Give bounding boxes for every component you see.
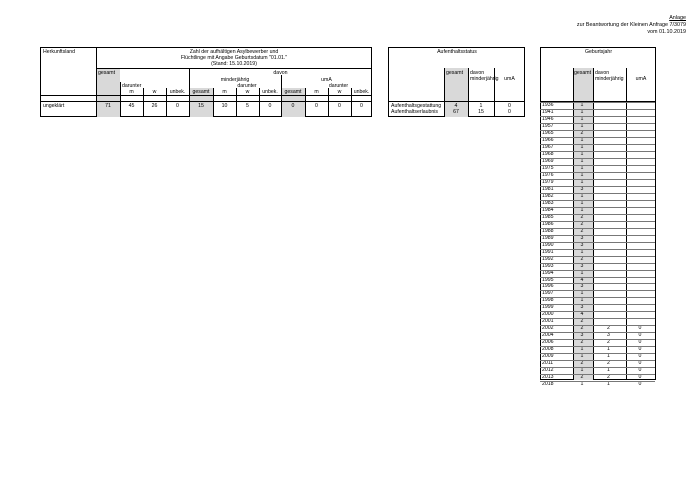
minors-total-header: gesamt — [192, 89, 210, 95]
minors-unknown-header: unbek. — [262, 89, 278, 95]
birth-year-cell: 1994 — [542, 269, 554, 276]
female-header: w — [152, 89, 157, 95]
uma-male-header: m — [314, 89, 319, 95]
birth-year-cell: 1946 — [542, 115, 554, 122]
value-female: 26 — [151, 103, 158, 109]
birth-minors-cell: 2 — [607, 360, 610, 367]
birth-year-row — [540, 304, 655, 311]
birth-year-row — [540, 256, 655, 263]
birth-total-cell: 1 — [580, 157, 584, 164]
birth-year-row — [540, 221, 655, 228]
birth-total-cell: 2 — [580, 339, 584, 346]
minors-male-header: m — [222, 89, 227, 95]
birth-total-header: gesamt — [574, 70, 592, 76]
birth-total-cell: 2 — [580, 374, 584, 381]
residence-total-header: gesamt — [446, 70, 464, 76]
birth-uma-cell: 0 — [638, 374, 642, 381]
birth-year-row — [540, 277, 655, 284]
birth-year-cell: 1966 — [542, 136, 554, 143]
birth-year-row — [540, 102, 655, 109]
birth-year-cell: 2004 — [542, 332, 554, 339]
document-header — [577, 15, 686, 36]
birth-year-row — [540, 332, 655, 339]
birth-total-cell: 1 — [580, 248, 584, 255]
birth-year-row — [540, 123, 655, 130]
birth-total-cell: 1 — [580, 102, 584, 108]
birth-minors-header: minderjährig — [595, 76, 624, 82]
birth-year-row — [540, 193, 655, 200]
birth-year-row — [540, 270, 655, 277]
birth-year-row — [540, 109, 655, 116]
birth-year-row — [540, 249, 655, 256]
birth-year-row — [540, 130, 655, 137]
birth-year-title: Geburtsjahr — [584, 49, 613, 55]
birth-year-row — [540, 235, 655, 242]
birth-total-cell: 1 — [580, 171, 584, 178]
birth-total-cell: 1 — [580, 269, 584, 276]
birth-uma-cell: 0 — [638, 353, 642, 360]
uma-total-header: gesamt — [284, 89, 302, 95]
birth-minors-cell: 2 — [607, 339, 610, 346]
birth-year-row — [540, 290, 655, 297]
birth-year-row — [540, 263, 655, 270]
birth-total-cell: 3 — [580, 234, 584, 241]
birth-total-cell: 1 — [580, 192, 584, 199]
status-row-uma: 0 — [508, 109, 511, 115]
birth-year-cell: 1984 — [542, 206, 554, 213]
birth-minors-cell: 1 — [607, 346, 610, 353]
table1-title: Zahl der aufhältigen Asylbewerber und Flüchtlinge mit Angabe Geburtsdatum "01.01." (Stand: 15.10.2019) — [180, 49, 288, 67]
birth-total-cell: 1 — [580, 178, 584, 185]
birth-year-row — [540, 360, 655, 367]
birth-year-row — [540, 353, 655, 360]
birth-total-cell: 3 — [580, 283, 584, 290]
birth-year-cell: 1992 — [542, 255, 554, 262]
birth-year-cell: 1968 — [542, 150, 554, 157]
birth-total-cell: 1 — [580, 381, 584, 388]
birth-year-cell: 1982 — [542, 192, 554, 199]
birth-year-cell: 1979 — [542, 178, 554, 185]
birth-year-row — [540, 339, 655, 346]
birth-year-cell: 1998 — [542, 297, 554, 304]
birth-year-row — [540, 228, 655, 235]
birth-year-row — [540, 207, 655, 214]
value-unknown: 0 — [176, 103, 179, 109]
birth-uma-cell: 0 — [638, 346, 642, 353]
birth-year-row — [540, 179, 655, 186]
birth-year-cell: 2009 — [542, 353, 554, 360]
birth-uma-cell: 0 — [638, 332, 642, 339]
birth-year-row — [540, 367, 655, 374]
birth-year-cell: 1995 — [542, 276, 554, 283]
value-male: 45 — [128, 103, 135, 109]
birth-year-row — [540, 325, 655, 332]
birth-year-cell: 1983 — [542, 199, 554, 206]
birth-year-row — [540, 158, 655, 165]
country-of-origin-header: Herkunftsland — [43, 49, 76, 55]
residence-uma-header: umA — [504, 76, 515, 82]
birth-total-cell: 1 — [580, 115, 584, 122]
birth-total-cell: 1 — [580, 367, 584, 374]
value-uma-female: 0 — [338, 103, 341, 109]
attachment-label: Anlage — [669, 15, 686, 21]
birth-uma-cell: 0 — [638, 367, 642, 374]
birth-year-row — [540, 214, 655, 221]
birth-year-cell: 1975 — [542, 164, 554, 171]
birth-uma-header: umA — [635, 76, 647, 82]
birth-total-cell: 3 — [580, 262, 584, 269]
birth-year-cell: 1999 — [542, 304, 554, 311]
birth-minors-cell: 2 — [607, 374, 610, 381]
inquiry-date: vom 01.10.2019 — [647, 29, 686, 35]
birth-year-cell: 1990 — [542, 241, 554, 248]
birth-total-cell: 4 — [580, 311, 584, 318]
value-uma-unknown: 0 — [360, 103, 363, 109]
inquiry-reference: zur Beantwortung der Kleinen Anfrage 7/3079 — [576, 22, 686, 28]
birth-year-cell: 1981 — [542, 185, 554, 192]
birth-uma-cell: 0 — [638, 339, 642, 346]
birth-total-cell: 1 — [580, 143, 584, 150]
value-total: 71 — [105, 103, 111, 109]
residence-davon-header: davon — [470, 70, 485, 76]
birth-year-cell: 1996 — [542, 283, 554, 290]
birth-year-cell: 1988 — [542, 227, 554, 234]
birth-year-cell: 2006 — [542, 339, 554, 346]
birth-year-cell: 1985 — [542, 213, 554, 220]
birth-year-row — [540, 297, 655, 304]
birth-year-row — [540, 318, 655, 325]
birth-total-cell: 2 — [580, 220, 584, 227]
birth-year-row — [540, 381, 655, 388]
value-uma-male: 0 — [315, 103, 318, 109]
status-row-uma: 0 — [508, 103, 511, 109]
birth-total-cell: 2 — [580, 227, 584, 234]
minors-darunter-header: darunter — [237, 83, 257, 89]
birth-year-row — [540, 144, 655, 151]
status-row-label: Aufenthaltserlaubnis — [391, 109, 439, 115]
birth-year-row — [540, 165, 655, 172]
birth-minors-cell: 1 — [607, 381, 610, 388]
birth-total-cell: 1 — [580, 199, 584, 206]
birth-uma-cell: 0 — [638, 360, 642, 367]
birth-year-cell: 1936 — [542, 102, 554, 108]
birth-total-cell: 3 — [580, 185, 584, 192]
status-row-label: Aufenthaltsgestattung — [391, 103, 442, 109]
birth-total-cell: 2 — [580, 255, 584, 262]
residence-status-table — [388, 47, 525, 117]
value-minors-female: 5 — [246, 103, 249, 109]
birth-total-cell: 1 — [580, 346, 584, 353]
birth-year-row — [540, 186, 655, 193]
birth-total-cell: 2 — [580, 360, 584, 367]
davon-header: davon — [273, 70, 288, 76]
residence-minors-header: minderjährig — [470, 76, 499, 82]
uma-darunter-header: darunter — [328, 83, 349, 89]
birth-year-cell: 2011 — [542, 360, 554, 367]
birth-year-cell: 1965 — [542, 129, 554, 136]
birth-year-cell: 1969 — [542, 157, 554, 164]
birth-minors-cell: 1 — [607, 367, 610, 374]
birth-total-cell: 2 — [580, 318, 584, 325]
birth-year-cell: 2000 — [542, 311, 554, 318]
birth-year-row — [540, 283, 655, 290]
minors-header: minderjährig — [220, 77, 250, 83]
birth-total-cell: 1 — [580, 290, 584, 297]
birth-total-cell: 1 — [580, 122, 584, 129]
birth-total-cell: 3 — [580, 304, 584, 311]
birth-total-cell: 1 — [580, 353, 584, 360]
birth-year-cell: 1993 — [542, 262, 554, 269]
status-row-minors: 1 — [479, 103, 483, 109]
birth-total-cell: 2 — [580, 129, 584, 136]
birth-year-cell: 1941 — [542, 108, 554, 115]
birth-year-row — [540, 137, 655, 144]
birth-year-row — [540, 200, 655, 207]
birth-year-row — [540, 151, 655, 158]
birth-total-cell: 1 — [580, 164, 584, 171]
value-minors-male: 10 — [221, 103, 228, 109]
birth-year-row — [540, 346, 655, 353]
birth-minors-cell: 2 — [607, 325, 610, 332]
birth-year-row — [540, 242, 655, 249]
birth-year-cell: 1997 — [542, 290, 554, 297]
birth-year-cell: 1991 — [542, 248, 554, 255]
status-row-minors: 15 — [478, 109, 484, 115]
birth-total-cell: 3 — [580, 332, 584, 339]
birth-year-cell: 2001 — [542, 318, 554, 325]
birth-year-row — [540, 172, 655, 179]
birth-year-cell: 2013 — [542, 374, 554, 381]
total-header: gesamt — [98, 70, 116, 76]
birth-davon-header: davon — [595, 70, 610, 76]
birth-year-row — [540, 374, 655, 381]
birth-total-cell: 3 — [580, 241, 584, 248]
birth-total-cell: 1 — [580, 136, 584, 143]
row-label-ungeklaert: ungeklärt — [43, 103, 65, 109]
birth-year-row — [540, 116, 655, 123]
value-minors-unknown: 0 — [268, 103, 272, 109]
birth-year-cell: 2018 — [542, 381, 554, 388]
birth-total-cell: 1 — [580, 150, 584, 157]
male-header: m — [129, 89, 134, 95]
birth-year-cell: 1986 — [542, 220, 554, 227]
uma-header: umA — [321, 77, 332, 83]
asylum-seekers-table — [40, 47, 372, 117]
status-row-total: 67 — [453, 109, 459, 115]
birth-year-cell: 1976 — [542, 171, 554, 178]
birth-year-cell: 1957 — [542, 122, 554, 129]
birth-total-cell: 1 — [580, 206, 584, 213]
birth-total-cell: 2 — [580, 325, 584, 332]
birth-total-cell: 1 — [580, 108, 584, 115]
birth-year-cell: 1989 — [542, 234, 554, 241]
birth-minors-cell: 3 — [607, 332, 610, 339]
value-minors-total: 15 — [198, 103, 204, 109]
residence-status-title: Aufenthaltsstatus — [437, 49, 477, 55]
birth-total-cell: 4 — [580, 276, 584, 283]
uma-female-header: w — [337, 89, 342, 95]
darunter-header: darunter — [122, 83, 142, 89]
minors-female-header: w — [245, 89, 250, 95]
value-uma-total: 0 — [291, 103, 295, 109]
birth-uma-cell: 0 — [638, 325, 642, 332]
birth-total-cell: 1 — [580, 297, 584, 304]
status-row-total: 4 — [454, 103, 458, 109]
birth-year-cell: 1967 — [542, 143, 554, 150]
unknown-header: unbek. — [169, 89, 186, 95]
birth-total-cell: 2 — [580, 213, 584, 220]
birth-year-cell: 2002 — [542, 325, 554, 332]
birth-minors-cell: 1 — [607, 353, 610, 360]
birth-year-cell: 2008 — [542, 346, 554, 353]
birth-uma-cell: 0 — [638, 381, 642, 388]
uma-unknown-header: unbek. — [353, 89, 370, 95]
birth-year-cell: 2012 — [542, 367, 554, 374]
birth-year-row — [540, 311, 655, 318]
